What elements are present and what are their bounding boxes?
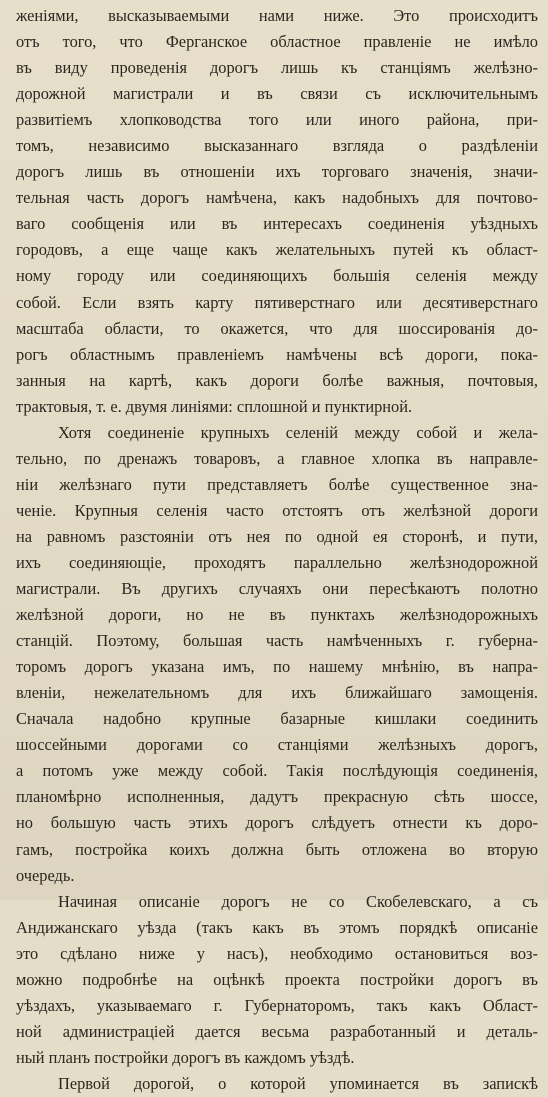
text-line: тельная часть дорогъ намѣчена, какъ надобныхъ для почтово- xyxy=(16,188,538,208)
text-line: женіями, высказываемыми нами ниже. Это происходитъ xyxy=(16,6,538,25)
text-line: на равномъ разстояніи отъ нея по одной ея сторонѣ, и пути, xyxy=(16,526,538,546)
text-line: томъ, независимо высказаннаго взгляда о раздѣленіи xyxy=(16,136,538,156)
text-line: но большую часть этихъ дорогъ слѣдуетъ отнести къ доро- xyxy=(16,813,538,833)
text-line: ихъ соединяющіе, проходятъ параллельно желѣзнодорожной xyxy=(16,552,538,572)
text-line: можно подробнѣе на оцѣнкѣ проекта постройки дорогъ въ xyxy=(16,969,538,989)
text-line: Андижанскаго уѣзда (такъ какъ въ этомъ порядкѣ описаніе xyxy=(16,917,538,937)
text-line: ному городу или соединяющихъ большія селенія между xyxy=(16,266,538,286)
text-line: Первой дорогой, о которой упоминается въ запискѣ xyxy=(58,1073,538,1093)
text-line: магистрали. Въ другихъ случаяхъ они пересѣкаютъ полотно xyxy=(16,579,538,599)
text-line: станцій. Поэтому, большая часть намѣченныхъ г. губерна- xyxy=(16,631,538,651)
text-line: отъ того, что Ферганское областное правленіе не имѣло xyxy=(16,32,538,52)
text-line: вленіи, нежелательномъ для ихъ ближайшаго замощенія. xyxy=(16,683,538,703)
text-line: тельно, по дренажъ товаровъ, а главное хлопка въ направле- xyxy=(16,448,538,468)
text-line: ный планъ постройки дорогъ въ каждомъ уѣздѣ. xyxy=(16,1047,355,1067)
text-line: планомѣрно исполненныя, дадутъ прекрасную сѣть шоссе, xyxy=(16,787,538,807)
text-line: рогъ областнымъ правленіемъ намѣчены всѣ дороги, пока- xyxy=(16,344,538,364)
text-line: очередь. xyxy=(16,865,75,885)
text-line: уѣздахъ, указываемаго г. Губернаторомъ, такъ какъ Област- xyxy=(16,995,538,1015)
text-line: шоссейными дорогами со станціями желѣзныхъ дорогъ, xyxy=(16,735,538,755)
text-line: дорожной магистрали и въ связи съ исключительнымъ xyxy=(16,84,538,104)
text-line: Хотя соединеніе крупныхъ селеній между собой и жела- xyxy=(58,422,538,442)
text-line: собой. Если взять карту пятиверстнаго или десятиверстнаго xyxy=(16,292,538,312)
text-line: городовъ, а еще чаще какъ желательныхъ путей къ област- xyxy=(16,240,538,260)
text-line: дорогъ лишь въ отношеніи ихъ торговаго значенія, значи- xyxy=(16,162,538,182)
text-line: ваго сообщенія или въ интересахъ соединенія уѣздныхъ xyxy=(16,214,538,234)
text-line: занныя на картѣ, какъ дороги болѣе важныя, почтовыя, xyxy=(16,370,538,390)
text-line: гамъ, постройка коихъ должна быть отложена во вторую xyxy=(16,839,538,859)
text-line: желѣзной дороги, но не въ пунктахъ желѣзнодорожныхъ xyxy=(16,605,538,625)
text-line: ніи желѣзнаго пути представляетъ болѣе существенное зна- xyxy=(16,474,538,494)
text-line: Сначала надобно крупные базарные кишлаки соединить xyxy=(16,709,538,729)
text-line: трактовыя, т. е. двумя линіями: сплошной и пунктирной. xyxy=(16,396,413,416)
text-line: масштаба области, то окажется, что для шоссированія до- xyxy=(16,318,538,338)
text-line: а потомъ уже между собой. Такія послѣдующія соединенія, xyxy=(16,761,538,781)
text-line: торомъ дорогъ указана имъ, по нашему мнѣнію, въ напра- xyxy=(16,657,538,677)
text-line: въ виду проведенія дорогъ лишь къ станціямъ желѣзно- xyxy=(16,58,538,78)
text-line: Начиная описаніе дорогъ не со Скобелевскаго, а съ xyxy=(58,891,538,911)
text-line: это сдѣлано ниже у насъ), необходимо остановиться воз- xyxy=(16,943,538,963)
text-line: развитіемъ хлопководства того или иного района, при- xyxy=(16,110,538,130)
text-line: ной администраціей дается весьма разработанный и деталь- xyxy=(16,1021,538,1041)
text-line: ченіе. Крупныя селенія часто отстоятъ отъ желѣзной дороги xyxy=(16,500,538,520)
